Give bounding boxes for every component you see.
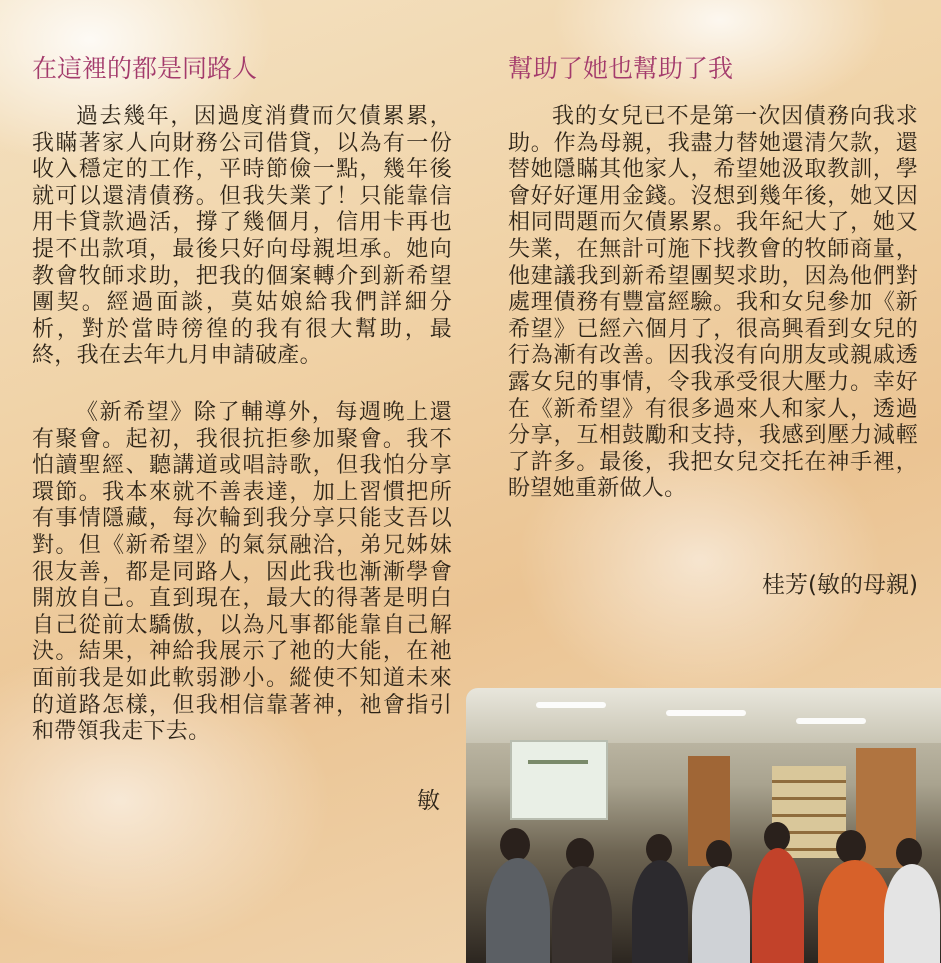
attendee	[884, 864, 940, 963]
right-article-signature: 桂芳(敏的母親)	[762, 572, 918, 598]
attendee	[818, 860, 892, 963]
left-article-paragraph-1: 過去幾年，因過度消費而欠債累累，我瞞著家人向財務公司借貸，以為有一份收入穩定的工作，平時節儉一點，幾年後就可以還清債務。但我失業了！只能靠信用卡貸款過活，撐了幾個月，信用卡再也提不出款項，最後只好向母親坦承。她向教會牧師求助，把我的個案轉介到新希望團契。經過面談，莫姑娘給我們詳細分析，對於當時徬徨的我有很大幫助，最終，我在去年九月申請破產。	[32, 104, 452, 369]
attendee	[486, 858, 550, 963]
projection-screen	[510, 740, 608, 820]
left-article-paragraph-2: 《新希望》除了輔導外，每週晚上還有聚會。起初，我很抗拒參加聚會。我不怕讀聖經、聽講道或唱詩歌，但我怕分享環節。我本來就不善表達，加上習慣把所有事情隱藏，每次輪到我分享只能支吾以對。但《新希望》的氣氛融洽，弟兄姊妹很友善，都是同路人，因此我也漸漸學會開放自己。直到現在，最大的得著是明白自己從前太驕傲，以為凡事都能靠自己解決。結果，神給我展示了祂的大能，在祂面前我是如此軟弱渺小。縱使不知道未來的道路怎樣，但我相信靠著神，祂會指引和帶領我走下去。	[32, 400, 452, 745]
attendee	[632, 860, 688, 963]
attendee	[500, 828, 530, 862]
attendee	[692, 866, 750, 963]
ceiling-light	[536, 702, 606, 708]
left-article-signature: 敏	[417, 788, 440, 814]
attendee	[752, 848, 804, 963]
ceiling-light	[796, 718, 866, 724]
attendee	[836, 830, 866, 864]
left-article-title: 在這裡的都是同路人	[32, 54, 258, 83]
attendee	[552, 866, 612, 963]
right-article-title: 幫助了她也幫助了我	[508, 54, 734, 83]
meeting-photo	[466, 688, 941, 963]
ceiling-light	[666, 710, 746, 716]
right-article-paragraph-1: 我的女兒已不是第一次因債務向我求助。作為母親，我盡力替她還清欠款，還替她隱瞞其他家人，希望她汲取教訓，學會好好運用金錢。沒想到幾年後，她又因相同問題而欠債累累。我年紀大了，她又失業，在無計可施下找教會的牧師商量，他建議我到新希望團契求助，因為他們對處理債務有豐富經驗。我和女兒參加《新希望》已經六個月了，很高興看到女兒的行為漸有改善。因我沒有向朋友或親戚透露女兒的事情，令我承受很大壓力。幸好在《新希望》有很多過來人和家人，透過分享，互相鼓勵和支持，我感到壓力減輕了許多。最後，我把女兒交托在神手裡，盼望她重新做人。	[508, 104, 918, 502]
